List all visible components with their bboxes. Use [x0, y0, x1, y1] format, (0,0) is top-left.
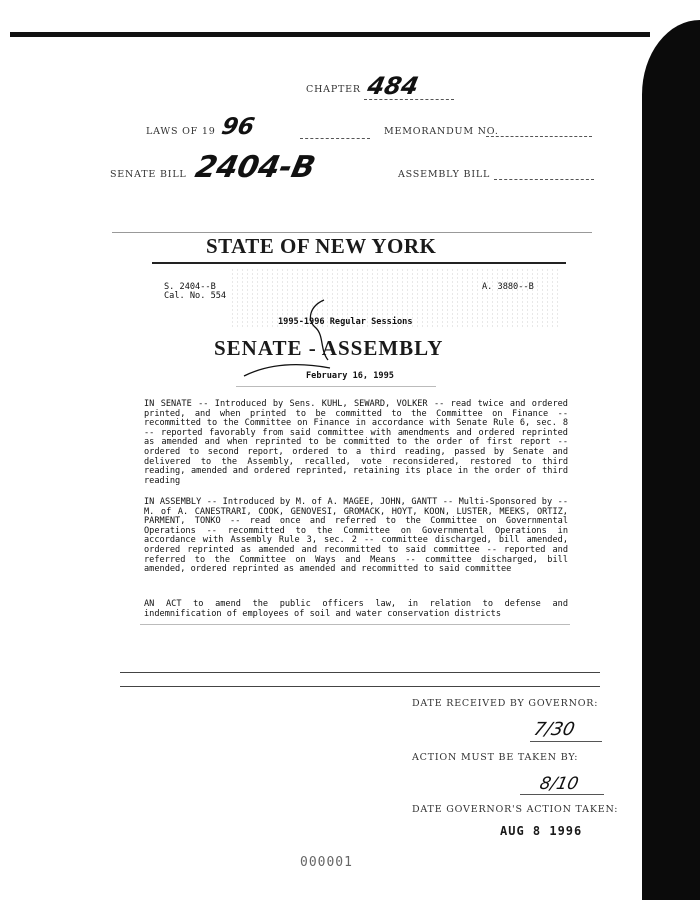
hand-mark-icon: [240, 296, 350, 378]
cal-number: Cal. No. 554: [164, 291, 227, 301]
action-by-value: 8/10: [537, 774, 581, 794]
senate-bill-number: 2404-B: [192, 150, 319, 185]
assembly-number: A. 3880--B: [482, 282, 534, 292]
chapter-number: 484: [365, 72, 422, 100]
senate-bill-label: SENATE BILL: [110, 169, 187, 180]
senate-number: S. 2404--B: [164, 282, 216, 292]
title-underline: [152, 262, 566, 264]
assembly-paragraph: IN ASSEMBLY -- Introduced by M. of A. MAGEE, JOHN, GANTT -- Multi-Sponsored by -- M. of A. CANESTRARI, COOK, GENOVESI, GROMACK, HOYT, KOON, LUSTER, MEEKS, ORTIZ, PARMENT, TONKO -- read once and referred to the Committee on Governmental Operations -- recommitted to the Committee on Governmental Operations in accordance with Assembly Rule 3, sec. 2 -- committee discharged, bill amended, ordered reprinted as amended and recommitted to said committee -- reported and referred to the Committee on Ways and Means -- committee discharged, bill amended, ordered reprinted as amended and recommitted to said committee: [144, 497, 568, 575]
top-scan-rule: [10, 32, 650, 37]
senate-paragraph: IN SENATE -- Introduced by Sens. KUHL, SEWARD, VOLKER -- read twice and ordered printed, and when printed to be committed to the Committee on Finance -- recommitted to the Committee on Finance in accordance with Senate Rule 6, sec. 8 -- reported favorably from said committee with amendments and ordered reprinted as amended and when reprinted to be committed to the order of first report -- ordered to second report, ordered to a third reading, passed by Senate and delivered to the Assembly, recalled, vote reconsidered, restored to third reading, amended and ordered reprinted, retaining its place in the order of third reading: [144, 399, 568, 486]
date-received-blank: [530, 741, 602, 742]
date-rule: [236, 386, 436, 387]
state-title: STATE OF NEW YORK: [206, 234, 437, 258]
action-by-blank: [520, 794, 604, 795]
chapter-blank: [364, 99, 454, 100]
memorandum-blank: [486, 136, 592, 137]
action-taken-stamp: AUG 8 1996: [500, 824, 583, 838]
laws-blank: [300, 138, 370, 139]
action-taken-label: DATE GOVERNOR'S ACTION TAKEN:: [412, 804, 619, 815]
lower-rule-1: [120, 672, 600, 673]
house-title: SENATE - ASSEMBLY: [214, 336, 444, 360]
act-bottom-rule: [140, 624, 570, 625]
page-number: 000001: [300, 855, 353, 870]
assembly-bill-blank: [494, 179, 594, 180]
laws-year: 96: [219, 114, 257, 140]
laws-label: LAWS OF 19: [146, 126, 216, 137]
title-top-rule: [112, 232, 592, 233]
date-received-value: 7/30: [531, 719, 577, 740]
chapter-label: CHAPTER: [306, 84, 361, 95]
assembly-bill-label: ASSEMBLY BILL: [398, 169, 491, 180]
act-paragraph: AN ACT to amend the public officers law, in relation to defense and indemnification of employees of soil and water conservation districts: [144, 599, 568, 619]
action-by-label: ACTION MUST BE TAKEN BY:: [412, 752, 579, 763]
scan-edge-shadow: [642, 20, 700, 900]
date-received-label: DATE RECEIVED BY GOVERNOR:: [412, 698, 599, 709]
memorandum-label: MEMORANDUM NO.: [384, 126, 499, 137]
lower-rule-2: [120, 686, 600, 687]
session-label: 1995-1996 Regular Sessions: [278, 317, 413, 327]
bill-date: February 16, 1995: [306, 371, 394, 381]
